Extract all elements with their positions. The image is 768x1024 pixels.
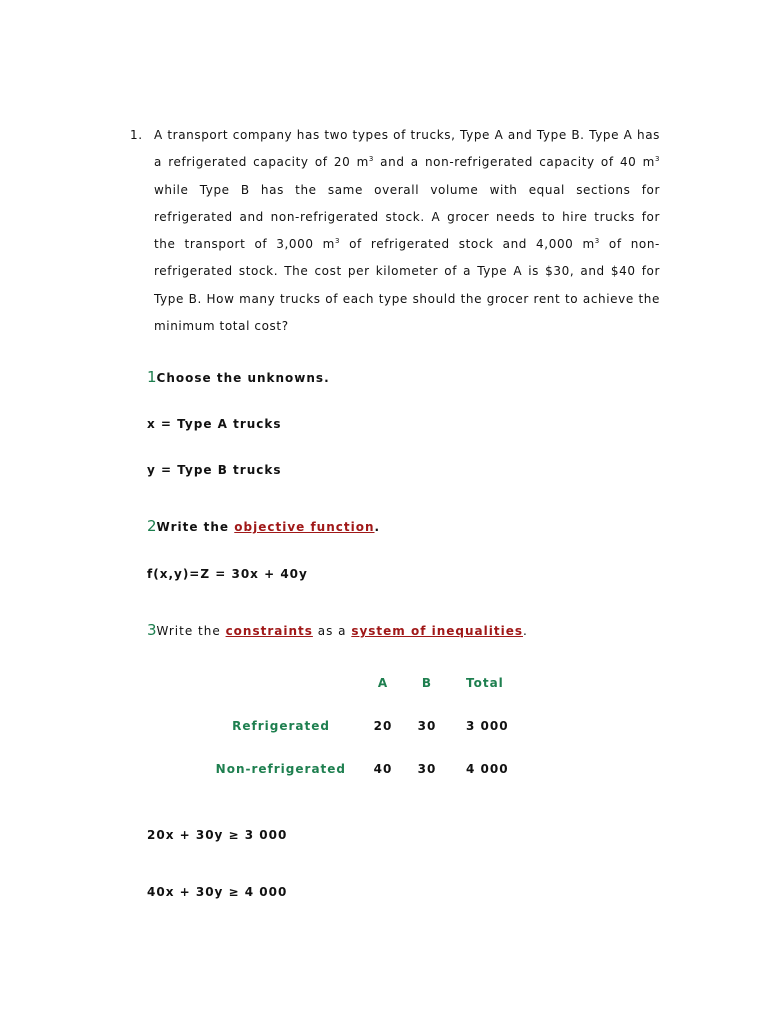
step-3-number: 3 (147, 621, 157, 639)
table-header-a: A (377, 676, 389, 690)
step-1-number: 1 (147, 368, 157, 386)
objective-function-formula: f(x,y)=Z = 30x + 40y (147, 567, 308, 581)
table-cell: 30 (417, 719, 437, 733)
constraints-link[interactable]: constraints (225, 624, 313, 638)
step-1-heading (147, 368, 330, 386)
step-3-heading: 3Write the constraints as a system of inequalities. (147, 621, 528, 639)
step-2-heading: 2Write the objective function. (147, 517, 381, 535)
system-of-inequalities-link[interactable]: system of inequalities (351, 624, 524, 638)
table-header-b: B (421, 676, 433, 690)
table-header-total: Total (466, 676, 504, 690)
table-row-label-non-refrigerated: Non-refrigerated (215, 762, 346, 776)
problem-text: A transport company has two types of trucks, Type A and Type B. Type A has a refrigerated capacity of 20 $m^3$ and a non-refrigerated capacity of 40 $m^3$ while Type B has the same overall volume with equal sections for refrigerated and non-refrigerated stock. A grocer needs to hire trucks for the transport of 3,000 $m^3$ of refrigerated stock and 4,000 $m^3$ of non-refrigerated stock. The cost per kilometer of a Type A is $30, and $40 for Type B. How many trucks of each type should the grocer rent to achieve the minimum total cost? (154, 128, 660, 334)
table-cell: 4 000 (466, 762, 509, 776)
inequality-non-refrigerated: 40x + 30y ≥ 4 000 (147, 885, 288, 899)
unknown-y-definition: y = Type B trucks (147, 463, 282, 477)
table-cell: 30 (417, 762, 437, 776)
unknown-x-definition: x = Type A trucks (147, 417, 282, 431)
table-cell: 3 000 (466, 719, 509, 733)
inequality-refrigerated: 20x + 30y ≥ 3 000 (147, 828, 288, 842)
table-cell: 40 (373, 762, 393, 776)
step-2-number: 2 (147, 517, 157, 535)
table-row-label-refrigerated: Refrigerated (232, 719, 330, 733)
problem-number: 1. (130, 128, 143, 142)
step-1-text: Choose the unknowns. (156, 371, 330, 385)
problem-statement (130, 122, 660, 340)
table-cell: 20 (373, 719, 393, 733)
objective-function-link[interactable]: objective function (234, 520, 375, 534)
